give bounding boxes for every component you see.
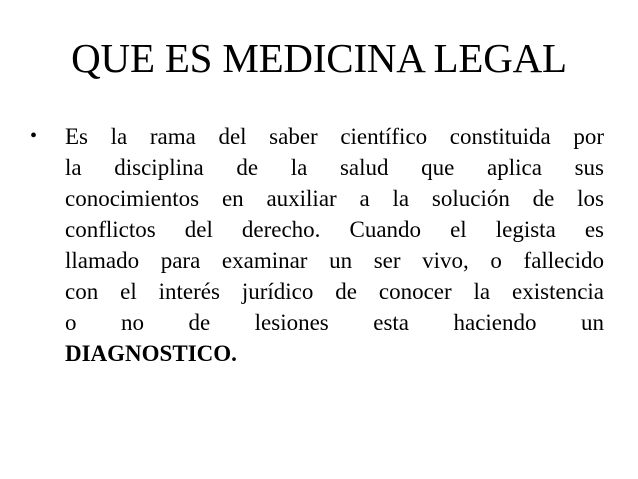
bullet-text-line-2: la disciplina de la salud que aplica sus bbox=[65, 155, 604, 180]
bullet-icon: • bbox=[30, 125, 38, 147]
bullet-text-line-1: Es la rama del saber científico constituida por bbox=[65, 124, 604, 149]
bullet-text-line-3: conocimientos en auxiliar a la solución de los bbox=[65, 186, 604, 211]
bullet-item bbox=[30, 121, 604, 369]
bullet-text-line-5: llamado para examinar un ser vivo, o fallecido bbox=[65, 248, 604, 273]
diagnostico-emphasis: DIAGNOSTICO. bbox=[65, 341, 237, 366]
slide-body bbox=[30, 121, 604, 369]
slide-title: QUE ES MEDICINA LEGAL bbox=[71, 35, 567, 81]
bullet-text-line-6: con el interés jurídico de conocer la existencia bbox=[65, 279, 604, 304]
bullet-text-line-7: o no de lesiones esta haciendo un bbox=[65, 310, 604, 335]
bullet-text-line-4: conflictos del derecho. Cuando el legista es bbox=[65, 217, 604, 242]
